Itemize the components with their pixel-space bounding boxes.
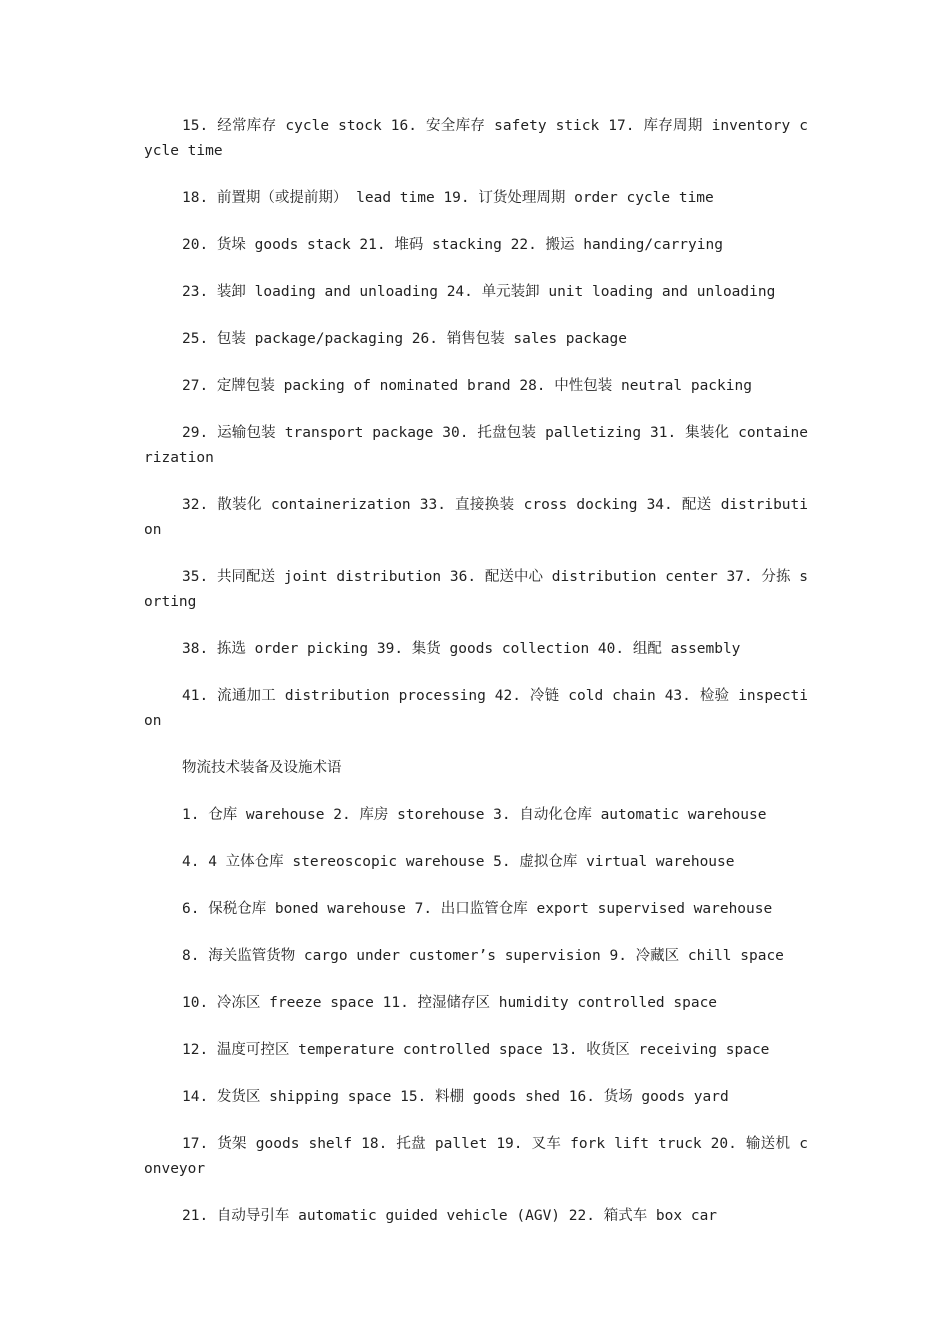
paragraph-terms-29-31: 29. 运输包装 transport package 30. 托盘包装 palletizing 31. 集装化 containerization [144, 425, 808, 466]
paragraph-equipment-12-13: 12. 温度可控区 temperature controlled space 13. 收货区 receiving space [182, 1042, 770, 1058]
paragraph-terms-32-34: 32. 散装化 containerization 33. 直接换装 cross docking 34. 配送 distribution [144, 497, 808, 538]
paragraph-equipment-10-11: 10. 冷冻区 freeze space 11. 控湿储存区 humidity controlled space [182, 995, 718, 1011]
paragraph-equipment-21-22: 21. 自动导引车 automatic guided vehicle (AGV) 22. 箱式车 box car [182, 1208, 718, 1224]
paragraph-terms-38-40: 38. 拣选 order picking 39. 集货 goods collection 40. 组配 assembly [182, 641, 741, 657]
paragraph-terms-18-19: 18. 前置期（或提前期） lead time 19. 订货处理周期 order cycle time [182, 190, 714, 206]
paragraph-terms-27-28: 27. 定牌包装 packing of nominated brand 28. 中性包装 neutral packing [182, 378, 752, 394]
paragraph-equipment-17-20: 17. 货架 goods shelf 18. 托盘 pallet 19. 叉车 fork lift truck 20. 输送机 conveyor [144, 1136, 808, 1177]
paragraph-equipment-1-3: 1. 仓库 warehouse 2. 库房 storehouse 3. 自动化仓库 automatic warehouse [182, 807, 767, 823]
paragraph-terms-41-43: 41. 流通加工 distribution processing 42. 冷链 cold chain 43. 检验 inspection [144, 688, 808, 729]
paragraph-terms-23-24: 23. 装卸 loading and unloading 24. 单元装卸 unit loading and unloading [182, 284, 776, 300]
paragraph-equipment-14-16: 14. 发货区 shipping space 15. 料棚 goods shed 16. 货场 goods yard [182, 1089, 729, 1105]
paragraph-terms-25-26: 25. 包装 package/packaging 26. 销售包装 sales package [182, 331, 627, 347]
paragraph-terms-20-22: 20. 货垛 goods stack 21. 堆码 stacking 22. 搬运 handing/carrying [182, 237, 723, 253]
document-body [144, 114, 808, 1251]
paragraph-terms-15-17: 15. 经常库存 cycle stock 16. 安全库存 safety stick 17. 库存周期 inventory cycle time [144, 118, 808, 159]
section-heading: 物流技术装备及设施术语 [182, 760, 342, 776]
paragraph-equipment-4-5: 4. 4 立体仓库 stereoscopic warehouse 5. 虚拟仓库 virtual warehouse [182, 854, 735, 870]
paragraph-equipment-8-9: 8. 海关监管货物 cargo under customer’s supervision 9. 冷藏区 chill space [182, 948, 784, 964]
paragraph-equipment-6-7: 6. 保税仓库 boned warehouse 7. 出口监管仓库 export supervised warehouse [182, 901, 773, 917]
paragraph-terms-35-37: 35. 共同配送 joint distribution 36. 配送中心 distribution center 37. 分拣 sorting [144, 569, 808, 610]
